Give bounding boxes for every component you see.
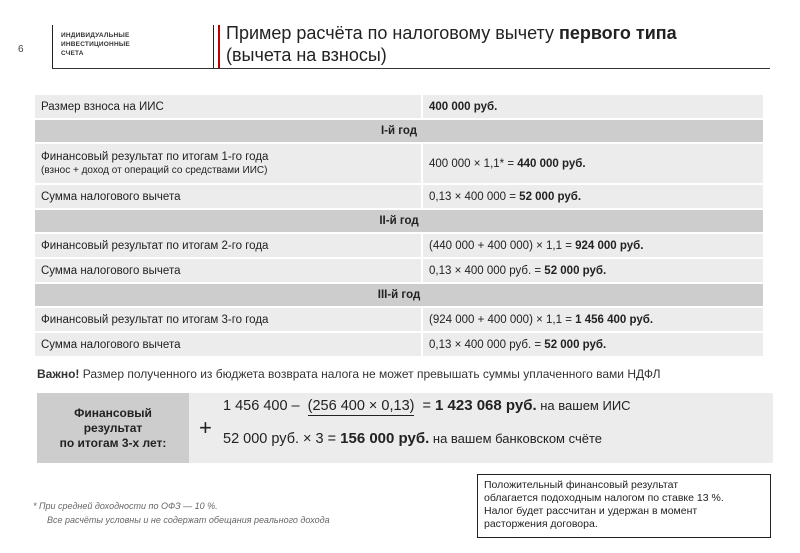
slide-number: 6 (18, 44, 24, 55)
year3-ded-value: 0,13 × 400 000 руб. = 52 000 руб. (422, 332, 764, 357)
title-line2: (вычета на взносы) (226, 45, 387, 65)
plus-sign: + (199, 415, 212, 440)
table-row (34, 233, 764, 258)
year3-fin-label: Финансовый результат по итогам 3-го года (34, 307, 422, 332)
table-row (34, 307, 764, 332)
year1-ded-label: Сумма налогового вычета (34, 184, 422, 209)
contribution-value: 400 000 руб. (422, 94, 764, 119)
tax-info-box: Положительный финансовый результат облагается подоходным налогом по ставке 13 %. Налог будет рассчитан и удержан в момент расторжения договора. (477, 474, 771, 538)
result-label: Финансовый результат по итогам 3-х лет: (37, 393, 189, 463)
result-box (37, 393, 773, 463)
header-divider (52, 68, 770, 69)
note-bold: Важно! (37, 367, 80, 381)
year1-fin-sublabel: (взнос + доход от операций со средствами ИИС) (41, 165, 268, 176)
footnote-line: * При средней доходности по ОФЗ — 10 %. (33, 501, 218, 511)
table-row (34, 258, 764, 283)
year2-ded-label: Сумма налогового вычета (34, 258, 422, 283)
table-row (34, 143, 764, 184)
important-note (37, 367, 660, 381)
year2-fin-value: (440 000 + 400 000) × 1,1 = 924 000 руб. (422, 233, 764, 258)
year1-fin-value: 400 000 × 1,1* = 440 000 руб. (422, 143, 764, 184)
result-line-iis: 1 456 400 – (256 400 × 0,13) = 1 423 068 руб. на вашем ИИС (223, 397, 631, 414)
note-text: Размер полученного из бюджета возврата налога не может превышать суммы уплаченного вами НДФЛ (79, 367, 661, 381)
table-row (34, 94, 764, 119)
year2-fin-label: Финансовый результат по итогам 2-го года (34, 233, 422, 258)
table-row (34, 332, 764, 357)
year-header-row (34, 209, 764, 233)
result-line-bank: 52 000 руб. × 3 = 156 000 руб. на вашем банковском счёте (223, 430, 603, 447)
footnote-line: Все расчёты условны и не содержат обещания реального дохода (47, 515, 330, 525)
year1-ded-value: 0,13 × 400 000 = 52 000 руб. (422, 184, 764, 209)
year2-header: II-й год (34, 209, 764, 233)
brand-line: СЧЕТА (61, 50, 84, 57)
brand-logo-box (52, 25, 214, 69)
table-row (34, 184, 764, 209)
year3-fin-value: (924 000 + 400 000) × 1,1 = 1 456 400 руб. (422, 307, 764, 332)
year-header-row (34, 119, 764, 143)
title-bold: первого типа (558, 23, 677, 43)
year1-fin-label: Финансовый результат по итогам 1-го года (взнос + доход от операций со средствами ИИС) (34, 143, 422, 184)
year3-header: III-й год (34, 283, 764, 307)
title-accent-bar (218, 25, 220, 69)
calculation-table (33, 93, 765, 358)
brand-line: ИНДИВИДУАЛЬНЫЕ (61, 32, 130, 39)
year2-ded-value: 0,13 × 400 000 руб. = 52 000 руб. (422, 258, 764, 283)
year3-ded-label: Сумма налогового вычета (34, 332, 422, 357)
page-title (226, 22, 677, 66)
formula-parenthesis: (256 400 × 0,13) (304, 398, 419, 414)
title-part1: Пример расчёта по налоговому вычету (226, 23, 559, 43)
contribution-label: Размер взноса на ИИС (34, 94, 422, 119)
year-header-row (34, 283, 764, 307)
year1-header: I-й год (34, 119, 764, 143)
brand-line: ИНВЕСТИЦИОННЫЕ (61, 41, 130, 48)
footnote (33, 499, 330, 527)
